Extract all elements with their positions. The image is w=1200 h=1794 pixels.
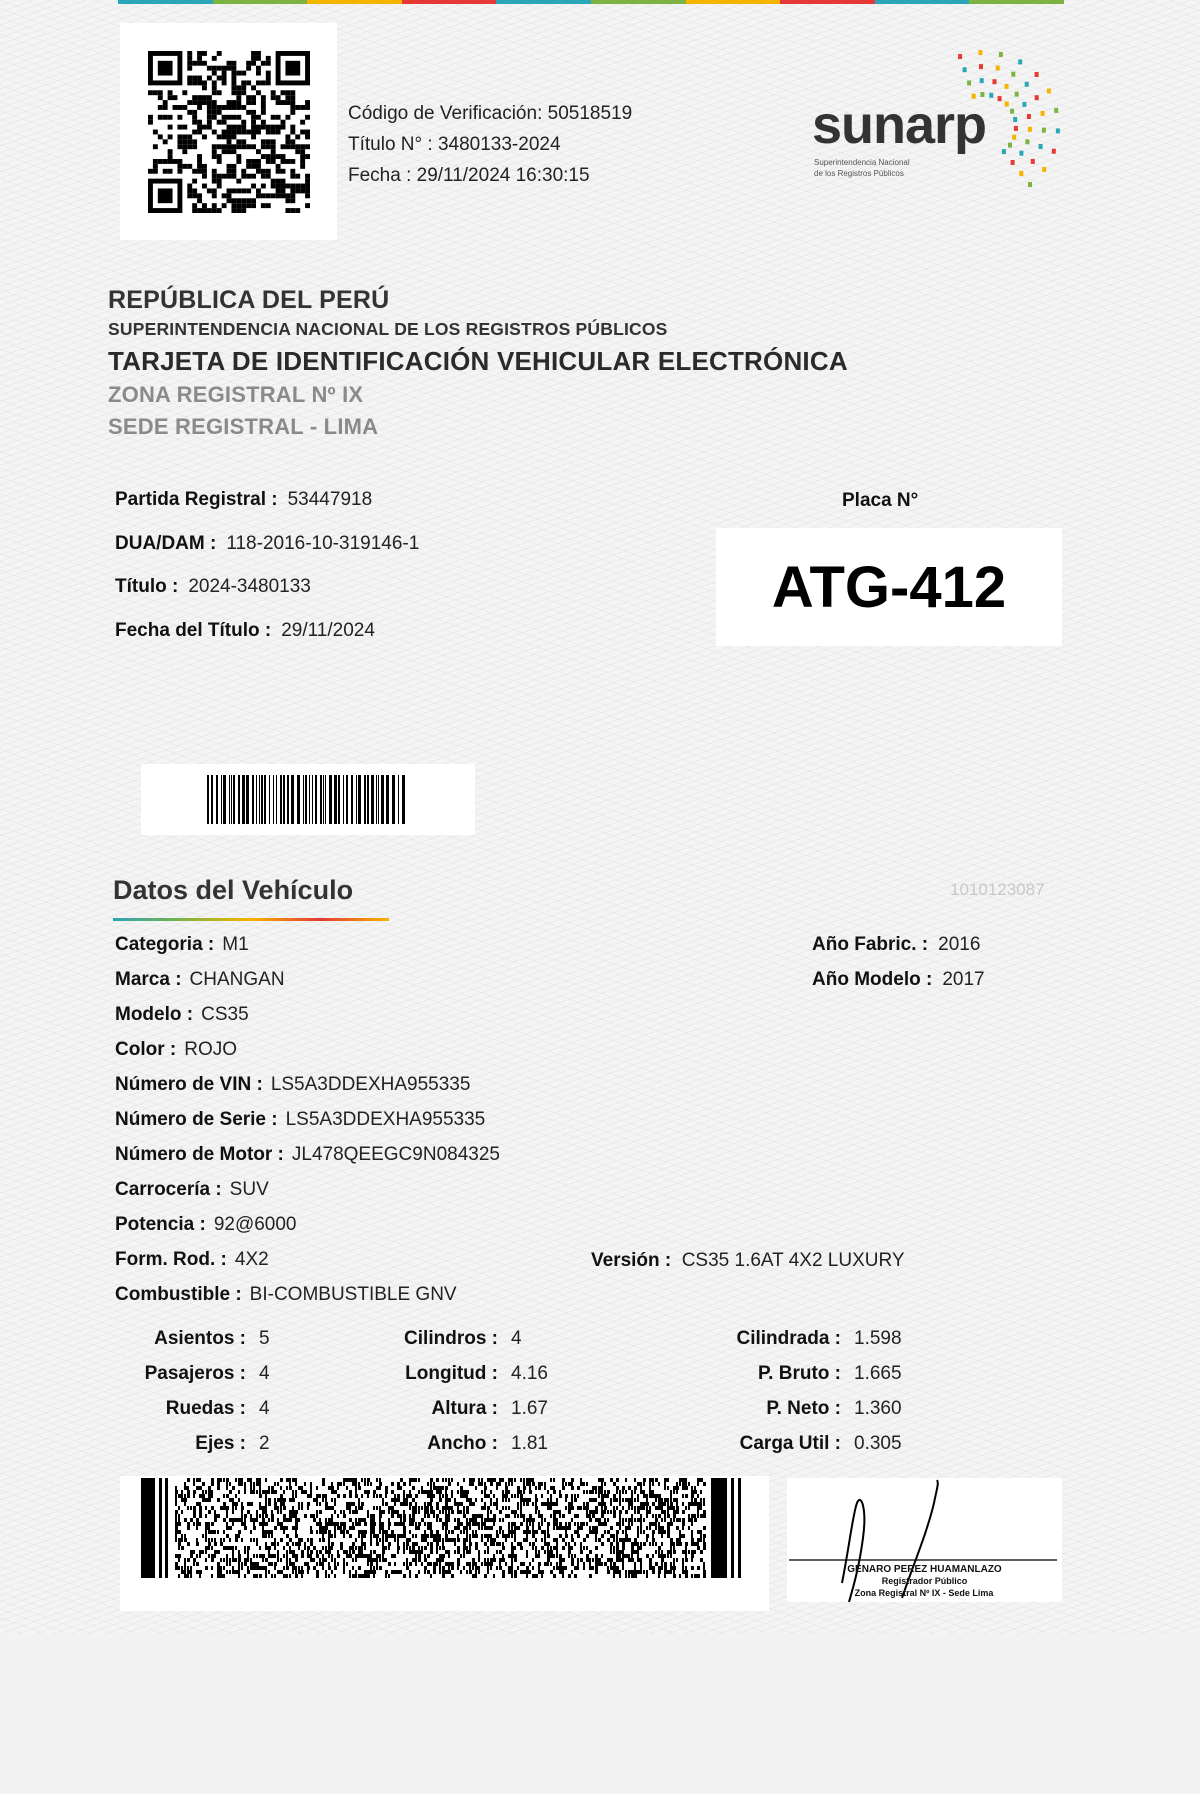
- spec-value: 4: [511, 1328, 522, 1349]
- field-label: DUA/DAM :: [115, 533, 217, 554]
- country-heading: REPÚBLICA DEL PERÚ: [108, 286, 390, 314]
- field-value: BI-COMBUSTIBLE GNV: [249, 1284, 457, 1305]
- vehicle-field-row: [115, 1179, 269, 1201]
- sunarp-logo: [812, 46, 1077, 196]
- section-underline: [113, 918, 389, 921]
- logo-text: sunarp: [812, 95, 987, 155]
- field-value: LS5A3DDEXHA955335: [285, 1109, 486, 1130]
- field-value: CS35: [201, 1004, 249, 1025]
- spec-value: 0.305: [854, 1433, 902, 1454]
- plate-box: [716, 528, 1062, 646]
- vehicle-field-row: [115, 1144, 500, 1166]
- color-segment: [969, 0, 1064, 4]
- vehicle-field-row: [115, 1284, 457, 1306]
- logo-subtitle: Superintendencia Nacional: [814, 158, 910, 167]
- vehicle-field-row: [115, 1249, 269, 1271]
- field-value: 2024-3480133: [188, 576, 311, 597]
- spec-value: 1.665: [854, 1363, 902, 1384]
- spec-label: Longitud :: [405, 1363, 498, 1384]
- field-label: Número de VIN :: [115, 1074, 263, 1095]
- barcode: [207, 775, 411, 824]
- registration-row: [115, 576, 311, 598]
- spec-label: Altura :: [431, 1398, 498, 1419]
- signer-zone: Zona Registral Nº IX - Sede Lima: [854, 1588, 994, 1598]
- registration-row: [115, 489, 372, 511]
- spec-label: Cilindrada :: [736, 1328, 841, 1349]
- spec-value: 4: [259, 1363, 270, 1384]
- spec-value: 4.16: [511, 1363, 548, 1384]
- vehicle-section-title: Datos del Vehículo: [113, 875, 354, 905]
- field-value: 4X2: [234, 1249, 269, 1270]
- registration-row: [115, 533, 419, 555]
- spec-label: P. Bruto :: [757, 1363, 841, 1384]
- vehicle-field-row: [115, 1004, 249, 1026]
- logo-subtitle: de los Registros Públicos: [814, 169, 904, 178]
- color-segment: [402, 0, 497, 4]
- field-label: Año Modelo :: [812, 969, 933, 990]
- field-label: Partida Registral :: [115, 489, 278, 510]
- registration-row: [115, 620, 375, 642]
- sede-registral: SEDE REGISTRAL - LIMA: [108, 414, 379, 439]
- plate-number: ATG-412: [771, 554, 1007, 620]
- signer-name: GENARO PEREZ HUAMANLAZO: [847, 1564, 1002, 1575]
- field-value: CHANGAN: [189, 969, 285, 990]
- document-code: 1010123087: [950, 880, 1045, 899]
- color-segment: [780, 0, 875, 4]
- zona-registral: ZONA REGISTRAL Nº IX: [108, 382, 364, 407]
- field-value: 92@6000: [213, 1214, 297, 1235]
- field-label: Año Fabric. :: [812, 934, 929, 955]
- issue-date: Fecha : 29/11/2024 16:30:15: [348, 165, 590, 186]
- field-value: 2016: [938, 934, 981, 955]
- spec-value: 1.81: [511, 1433, 548, 1454]
- field-label: Categoria :: [115, 934, 215, 955]
- field-label: Número de Motor :: [115, 1144, 284, 1165]
- spec-value: 1.598: [854, 1328, 902, 1349]
- field-label: Título :: [115, 576, 179, 597]
- spec-value: 2: [259, 1433, 270, 1454]
- spec-label: Asientos :: [154, 1328, 246, 1349]
- qr-box: [120, 23, 337, 240]
- signer-role: Registrador Público: [881, 1576, 968, 1586]
- spec-label: Pasajeros :: [144, 1363, 246, 1384]
- field-value: ROJO: [184, 1039, 237, 1060]
- vehicle-field-row: [115, 1214, 297, 1236]
- color-segment: [686, 0, 781, 4]
- vehicle-field-row: [115, 1074, 470, 1096]
- spec-label: Cilindros :: [404, 1328, 498, 1349]
- plate-label: Placa N°: [842, 490, 919, 511]
- vehicle-field-row: [812, 934, 980, 956]
- pdf417-barcode: [141, 1478, 749, 1578]
- spec-value: 1.360: [854, 1398, 902, 1419]
- field-label: Marca :: [115, 969, 182, 990]
- field-value: 118-2016-10-319146-1: [226, 533, 420, 554]
- field-label: Combustible :: [115, 1284, 242, 1305]
- document-title: TARJETA DE IDENTIFICACIÓN VEHICULAR ELECTRÓNICA: [108, 346, 848, 376]
- field-value: 53447918: [287, 489, 373, 510]
- spec-value: 4: [259, 1398, 270, 1419]
- field-value: 2017: [942, 969, 985, 990]
- field-label: Fecha del Título :: [115, 620, 272, 641]
- spec-label: Ruedas :: [165, 1398, 246, 1419]
- field-label: Modelo :: [115, 1004, 194, 1025]
- vehicle-field-row: [115, 969, 285, 991]
- field-label: Potencia :: [115, 1214, 206, 1235]
- color-segment: [591, 0, 686, 4]
- color-segment: [496, 0, 591, 4]
- spec-label: Carga Util :: [739, 1433, 841, 1454]
- spec-label: Ancho :: [427, 1433, 498, 1454]
- signature-box: [787, 1478, 1062, 1602]
- qr-code: [148, 51, 310, 213]
- spec-value: 5: [259, 1328, 270, 1349]
- spec-label: P. Neto :: [766, 1398, 841, 1419]
- spec-value: 1.67: [511, 1398, 548, 1419]
- vehicle-field-row: [115, 934, 249, 956]
- field-label: Carrocería :: [115, 1179, 222, 1200]
- pdf417-box: [120, 1476, 769, 1611]
- field-label: Form. Rod. :: [115, 1249, 227, 1270]
- field-value: SUV: [229, 1179, 269, 1200]
- color-segment: [307, 0, 402, 4]
- barcode-box: [141, 764, 475, 835]
- version-row: [591, 1250, 905, 1272]
- field-value: M1: [222, 934, 249, 955]
- verification-code: Código de Verificación: 50518519: [348, 103, 633, 124]
- field-label: Número de Serie :: [115, 1109, 278, 1130]
- field-value: JL478QEEGC9N084325: [291, 1144, 500, 1165]
- field-label: Color :: [115, 1039, 177, 1060]
- field-value: LS5A3DDEXHA955335: [270, 1074, 471, 1095]
- color-bar: [118, 0, 1064, 4]
- vehicle-field-row: [115, 1109, 485, 1131]
- field-label: Versión :: [591, 1250, 672, 1271]
- agency-heading: SUPERINTENDENCIA NACIONAL DE LOS REGISTROS PÚBLICOS: [108, 319, 668, 339]
- vehicle-field-row: [812, 969, 985, 991]
- field-value: CS35 1.6AT 4X2 LUXURY: [681, 1250, 905, 1271]
- vehicle-field-row: [115, 1039, 237, 1061]
- color-segment: [118, 0, 213, 4]
- field-value: 29/11/2024: [281, 620, 375, 641]
- color-segment: [875, 0, 970, 4]
- spec-label: Ejes :: [195, 1433, 246, 1454]
- title-number: Título N° : 3480133-2024: [348, 134, 561, 155]
- color-segment: [213, 0, 308, 4]
